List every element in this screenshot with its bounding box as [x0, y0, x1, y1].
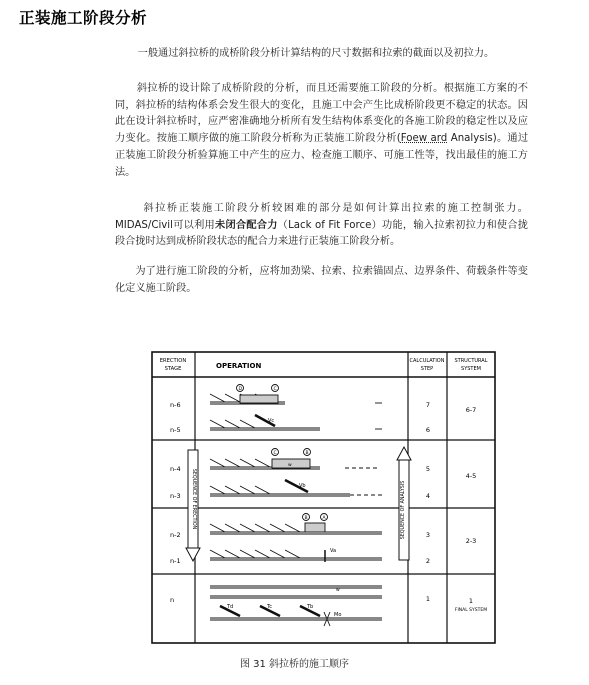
stage-label: n-6: [170, 401, 181, 409]
system-label-final: FINAL SYSTEM: [454, 608, 488, 613]
node-label: A: [322, 516, 326, 521]
section-title: 正装施工阶段分析: [19, 9, 148, 27]
header-structural: STRUCTURAL: [454, 358, 488, 364]
force-label: Vc: [268, 418, 275, 424]
header-step: STEP: [420, 366, 434, 372]
paragraph-2-text-b: Analysis)。通过正装施工阶段分析验算施工中产生的应力、检查施工顺序、可施工性等，找出最佳的施工方法。: [115, 133, 529, 178]
analysis-arrow: [397, 447, 411, 560]
erection-arrow-label: SEQUENCE OF ERECTION: [191, 468, 196, 530]
paragraph-3-text-b: （Lack of Fit Force）功能，输入拉索初拉力和使合拢段合拢时达到成桥阶段状态的配合力来进行正装施工阶段分析。: [115, 219, 528, 248]
step-label: 3: [425, 531, 431, 539]
figure-frame: [152, 352, 495, 643]
system-label: 2-3: [465, 537, 477, 545]
paragraph-4-text: 为了进行施工阶段的分析，应将加劲梁、拉索、拉索锚固点、边界条件、荷载条件等变化定义施工阶段。: [115, 266, 528, 294]
node-label: C: [273, 451, 277, 456]
force-label: Va: [330, 548, 337, 554]
step-label: 7: [425, 401, 431, 409]
paragraph-3-text-a: 斜拉桥正装施工阶段分析较困难的部分是如何计算出拉索的施工控制张力。MIDAS/Civil可以利用: [115, 203, 528, 231]
force-label: Tc: [267, 604, 272, 610]
paragraph-3-bold: 未闭合配合力: [215, 219, 278, 231]
stage-label: n-4: [170, 465, 181, 473]
header-system: SYSTEM: [461, 366, 481, 372]
step-label: 5: [425, 465, 431, 473]
force-label: Vb: [299, 483, 306, 489]
system-label: 6-7: [465, 406, 477, 414]
step-label: 1: [425, 595, 431, 603]
load-label: w: [336, 588, 340, 593]
force-label: Tb: [307, 604, 314, 610]
header-calculation: CALCULATION: [409, 358, 445, 364]
node-label: C: [273, 387, 277, 392]
erection-arrow: [186, 450, 200, 561]
stage-label: n: [170, 596, 175, 604]
analysis-arrow-label: SEQUENCE OF ANALYSIS: [401, 480, 406, 540]
step-label: 6: [425, 426, 431, 434]
header-stage: STAGE: [164, 366, 182, 372]
force-label: Td: [227, 604, 234, 610]
force-label: Mo: [334, 612, 342, 618]
stage-label: n-5: [170, 426, 181, 434]
load-label: w: [288, 463, 292, 468]
header-erection: ERECTION: [159, 358, 187, 364]
paragraph-1: [115, 46, 528, 63]
stage-label: n-2: [170, 531, 181, 539]
node-label: B: [305, 451, 309, 456]
system-label: 1: [468, 597, 474, 605]
paragraph-2-text-a: 斜拉桥的设计除了成桥阶段的分析，而且还需要施工阶段的分析。根据施工方案的不同，斜拉桥的结构体系会发生很大的变化，且施工中会产生比成桥阶段更不稳定的状态。因此在设计斜拉桥时，应严密准确地分析所有发生结构体系变化的各施工阶段的稳定性以及应力变化。按施工顺序做的施工阶段分析称为正装施工阶段分析(: [115, 83, 528, 145]
paragraph-1-text: 一般通过斜拉桥的成桥阶段分析计算结构的尺寸数据和拉索的截面以及初拉力。: [137, 48, 495, 59]
paragraph-4: [115, 264, 528, 297]
step-label: 2: [425, 557, 431, 565]
figure-caption: 图 31 斜拉桥的施工顺序: [239, 659, 350, 670]
node-label: B: [304, 516, 308, 521]
paragraph-2-link: Foew ard: [400, 133, 448, 145]
erection-sequence-figure: [150, 350, 498, 646]
paragraph-3: [115, 201, 528, 251]
header-operation: OPERATION: [216, 362, 262, 370]
paragraph-2: [115, 81, 528, 181]
node-label: D: [238, 387, 242, 392]
stage-label: n-3: [170, 492, 181, 500]
stage-label: n-1: [170, 557, 181, 565]
system-label: 4-5: [465, 472, 477, 480]
step-label: 4: [425, 492, 431, 500]
